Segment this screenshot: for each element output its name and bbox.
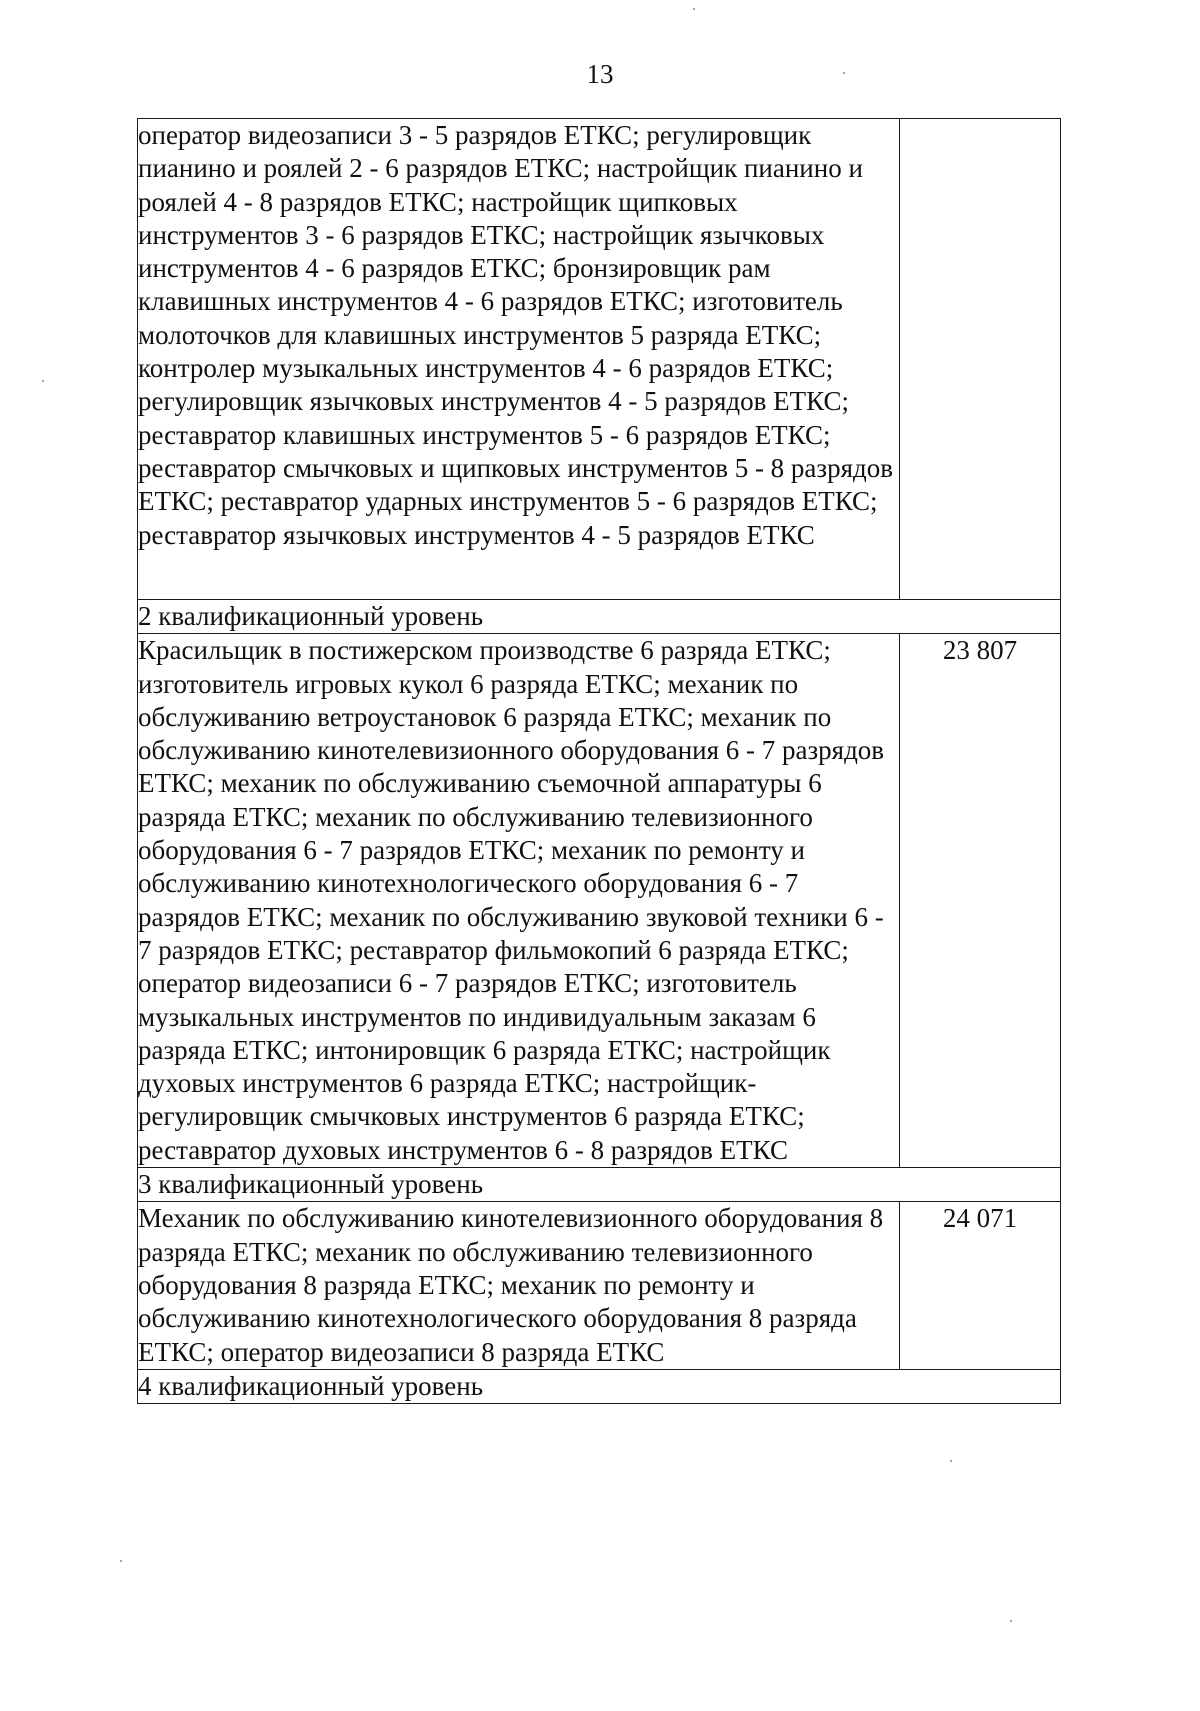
table-row	[138, 119, 1061, 600]
scan-speck	[693, 8, 695, 10]
scan-speck	[120, 1560, 122, 1562]
qualification-level-row	[138, 1168, 1061, 1202]
qualification-level-row	[138, 1369, 1061, 1403]
scan-speck	[843, 72, 845, 74]
profession-list-cell: Механик по обслуживанию кинотелевизионного оборудования 8 разряда ЕТКС; механик по обслуживанию телевизионного оборудования 8 разряда ЕТКС; механик по ремонту и обслуживанию кинотехнологического оборудования 8 разряда ЕТКС; оператор видеозаписи 8 разряда ЕТКС	[138, 1202, 900, 1369]
table-row	[138, 1202, 1061, 1369]
salary-cell: 23 807	[900, 634, 1061, 1168]
profession-list-cell: Красильщик в постижерском производстве 6 разряда ЕТКС; изготовитель игровых кукол 6 разряда ЕТКС; механик по обслуживанию ветроустановок 6 разряда ЕТКС; механик по обслуживанию кинотелевизионного оборудования 6 - 7 разрядов ЕТКС; механик по обслуживанию съемочной аппаратуры 6 разряда ЕТКС; механик по обслуживанию телевизионного оборудования 6 - 7 разрядов ЕТКС; механик по ремонту и обслуживанию кинотехнологического оборудования 6 - 7 разрядов ЕТКС; механик по обслуживанию звуковой техники 6 - 7 разрядов ЕТКС; реставратор фильмокопий 6 разряда ЕТКС; оператор видеозаписи 6 - 7 разрядов ЕТКС; изготовитель музыкальных инструментов по индивидуальным заказам 6 разряда ЕТКС; интонировщик 6 разряда ЕТКС; настройщик духовых инструментов 6 разряда ЕТКС; настройщик-регулировщик смычковых инструментов 6 разряда ЕТКС; реставратор духовых инструментов 6 - 8 разрядов ЕТКС	[138, 634, 900, 1168]
scan-speck	[42, 380, 44, 382]
salary-cell	[900, 119, 1061, 600]
qualification-level-label: 3 квалификационный уровень	[138, 1168, 1061, 1202]
qualification-level-row	[138, 600, 1061, 634]
qualification-level-label: 4 квалификационный уровень	[138, 1369, 1061, 1403]
table-row	[138, 634, 1061, 1168]
qualification-table	[137, 118, 1061, 1404]
scan-speck	[950, 1460, 952, 1462]
page-number: 13	[586, 59, 614, 89]
scan-speck	[1010, 1620, 1012, 1622]
salary-cell: 24 071	[900, 1202, 1061, 1369]
qualification-level-label: 2 квалификационный уровень	[138, 600, 1061, 634]
profession-list-cell: оператор видеозаписи 3 - 5 разрядов ЕТКС; регулировщик пианино и роялей 2 - 6 разрядов ЕТКС; настройщик пианино и роялей 4 - 8 разрядов ЕТКС; настройщик щипковых инструментов 3 - 6 разрядов ЕТКС; настройщик язычковых инструментов 4 - 6 разрядов ЕТКС; бронзировщик рам клавишных инструментов 4 - 6 разрядов ЕТКС; изготовитель молоточков для клавишных инструментов 5 разряда ЕТКС; контролер музыкальных инструментов 4 - 6 разрядов ЕТКС; регулировщик язычковых инструментов 4 - 5 разрядов ЕТКС; реставратор клавишных инструментов 5 - 6 разрядов ЕТКС; реставратор смычковых и щипковых инструментов 5 - 8 разрядов ЕТКС; реставратор ударных инструментов 5 - 6 разрядов ЕТКС; реставратор язычковых инструментов 4 - 5 разрядов ЕТКС	[138, 119, 900, 600]
